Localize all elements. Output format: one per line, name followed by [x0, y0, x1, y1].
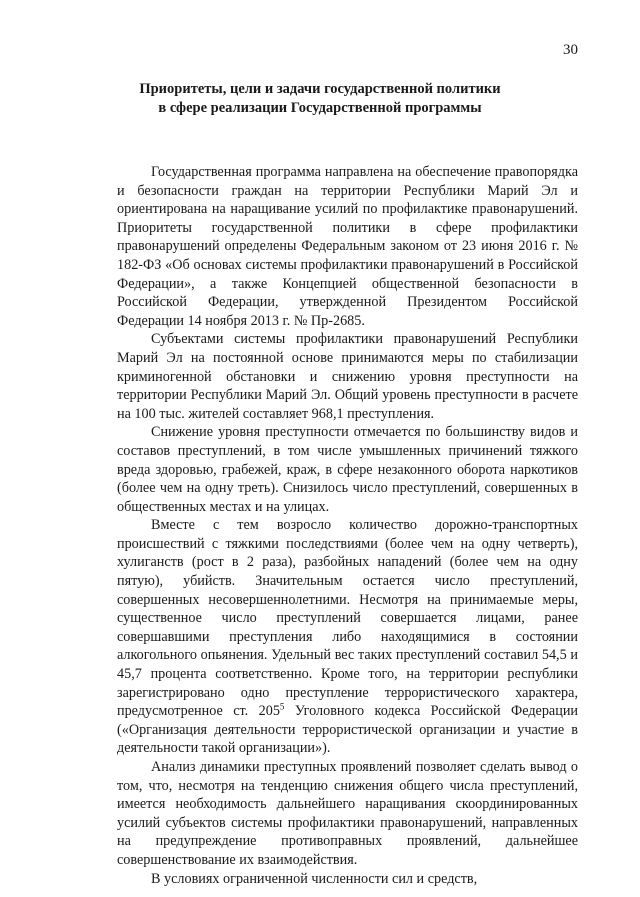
paragraph-program-goals: Государственная программа направлена на обеспечение правопорядка и безопасности граждан на территории Республики Марий Эл и ориентирована на наращивание усилий по профилактике правонарушений. Приоритеты государственной политики в сфере профилактики правонарушений определены Федеральным законом от 23 июня 2016 г. № 182-ФЗ «Об основах системы профилактики правонарушений в Российской Федерации», а также Концепцией общественной безопасности в Российской Федерации, утвержденной Президентом Российской Федерации 14 ноября 2013 г. № Пр-2685.: [117, 164, 578, 329]
section-heading: [80, 80, 560, 118]
paragraph-crime-reduction: Снижение уровня преступности отмечается по большинству видов и составов преступлений, в том числе умышленных причинений тяжкого вреда здоровью, грабежей, краж, в сфере незаконного оборота наркотиков (более чем на одну треть). Снизилось число преступлений, совершенных в общественных местах и на улицах.: [117, 424, 578, 515]
paragraph-crime-increase-text-end: Уголовного кодекса Российской Федерации («Организация деятельности террористической организации и участие в деятельности такой организации»).: [117, 703, 579, 757]
section-heading-line-2: в сфере реализации Государственной программы: [158, 100, 482, 116]
paragraph-crime-increase-text: Вместе с тем возросло количество дорожно-транспортных происшествий с тяжкими последствиями (более чем на одну четверть), хулиганств (рост в 2 раза), разбойных нападений (более чем на одну пятую), убийств. Значительным остается число преступлений, совершенных несовершеннолетними. Несмотря на принимаемые меры, существенное число преступлений совершается лицами, ранее совершавшими преступления либо находящимися в состоянии алкогольного опьянения. Удельный вес таких преступлений составил 54,5 и 45,7 процента соответственно. Кроме того, на территории республики зарегистрировано одно преступление террористического характера, предусмотренное ст. 205: [117, 517, 578, 720]
paragraph-dynamics-analysis: Анализ динамики преступных проявлений позволяет сделать вывод о том, что, несмотря на тенденцию снижения общего числа преступлений, имеется необходимость дальнейшего наращивания скоординированных усилий субъектов системы профилактики правонарушений, направленных на предупреждение противоправных проявлений, дальнейшее совершенствование их взаимодействия.: [117, 759, 578, 868]
paragraph-limited-resources: В условиях ограниченной численности сил и средств,: [151, 870, 478, 887]
page-number: 30: [563, 42, 578, 58]
document-body: [117, 163, 578, 888]
paragraph-crime-increase: [117, 516, 578, 758]
paragraph-crime-stabilization: Субъектами системы профилактики правонарушений Республики Марий Эл на постоянной основе принимаются меры по стабилизации криминогенной обстановки и снижению уровня преступности на территории Республики Марий Эл. Общий уровень преступности в расчете на 100 тыс. жителей составляет 968,1 преступления.: [117, 331, 578, 422]
article-superscript: 5: [279, 701, 285, 712]
section-heading-line-1: Приоритеты, цели и задачи государственной политики: [139, 81, 501, 97]
